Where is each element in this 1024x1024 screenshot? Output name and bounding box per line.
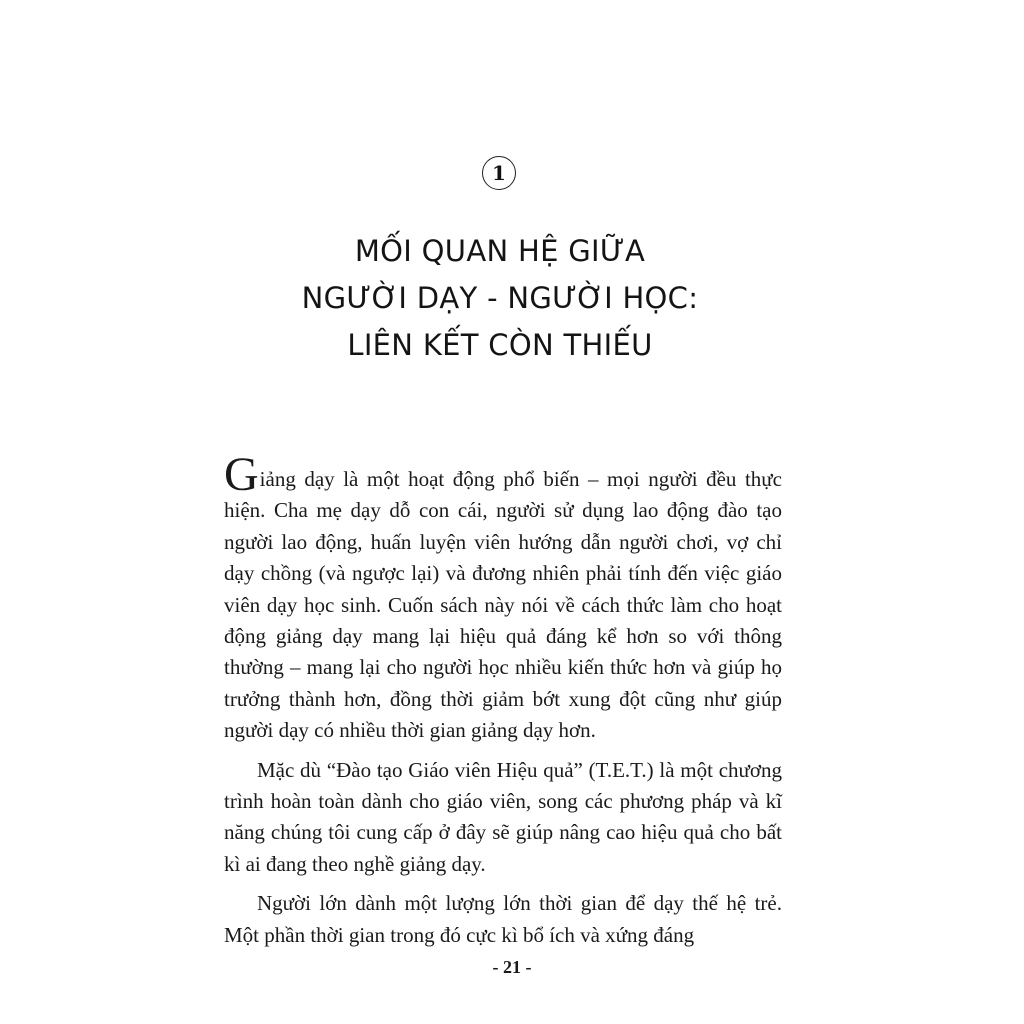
chapter-title-line: LIÊN KẾT CÒN THIẾU: [347, 328, 653, 362]
body-text: [224, 448, 782, 951]
chapter-number-badge: [482, 156, 516, 190]
paragraph: Mặc dù “Đào tạo Giáo viên Hiệu quả” (T.E.T.) là một chương trình hoàn toàn dành cho giáo viên, song các phương pháp và kĩ năng chúng tôi cung cấp ở đây sẽ giúp nâng cao hiệu quả cho bất kì ai đang theo nghề giảng dạy.: [224, 757, 782, 876]
drop-cap: G: [224, 448, 259, 501]
page-number: - 21 -: [492, 957, 532, 977]
chapter-title-line: NGƯỜI DẠY - NGƯỜI HỌC:: [301, 281, 699, 315]
paragraph: Người lớn dành một lượng lớn thời gian để dạy thế hệ trẻ. Một phần thời gian trong đó cực kì bổ ích và xứng đáng: [224, 891, 782, 947]
paragraph-text: iảng dạy là một hoạt động phổ biến – mọi người đều thực hiện. Cha mẹ dạy dỗ con cái, người sử dụng lao động đào tạo người lao động, huấn luyện viên hướng dẫn người chơi, vợ chỉ dạy chồng (và ngược lại) và đương nhiên phải tính đến việc giáo viên dạy học sinh. Cuốn sách này nói về cách thức làm cho hoạt động giảng dạy mang lại hiệu quả đáng kể hơn so với thông thường – mang lại cho người học nhiều kiến thức hơn và giúp họ trưởng thành hơn, đồng thời giảm bớt xung đột cũng như giúp người dạy có nhiều thời gian giảng dạy hơn.: [224, 467, 782, 743]
chapter-title-line: MỐI QUAN HỆ GIỮA: [354, 234, 646, 268]
chapter-number: 1: [492, 161, 506, 185]
paragraph: [224, 448, 782, 747]
chapter-title: [150, 228, 850, 369]
